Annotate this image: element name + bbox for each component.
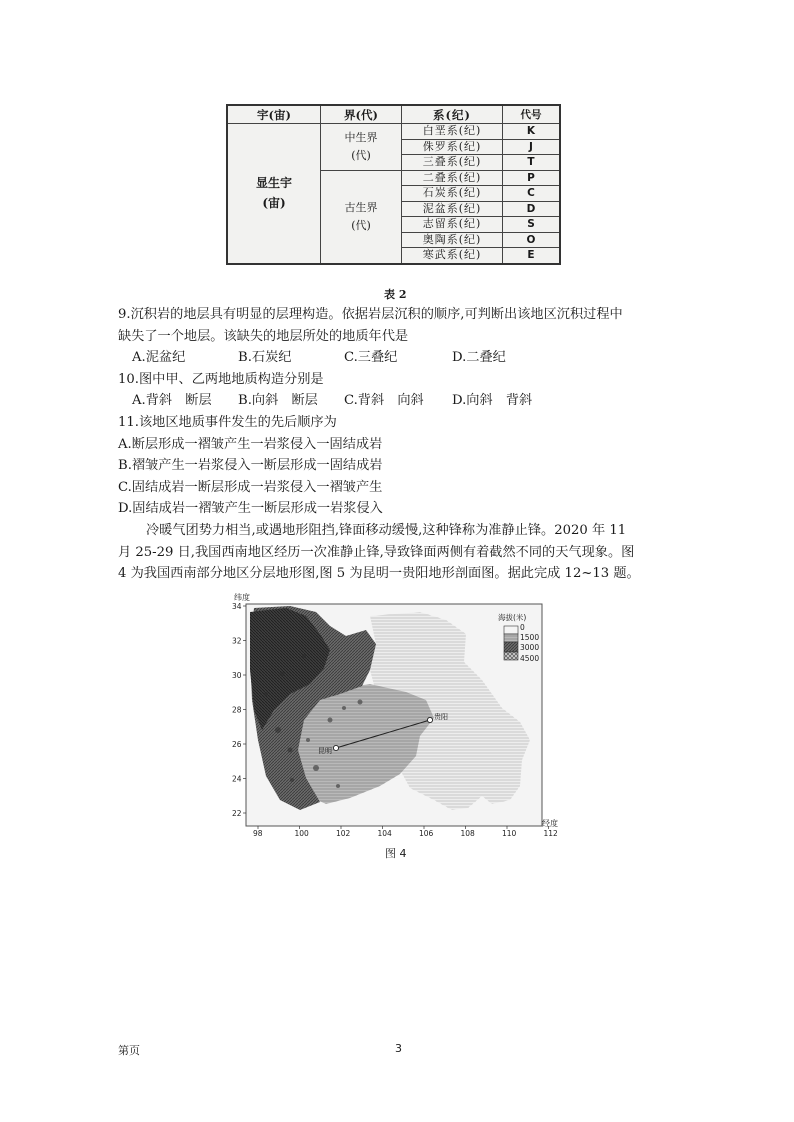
q9-stem-line1: 9.沉积岩的地层具有明显的层理构造。依据岩层沉积的顺序,可判断出该地区沉积过程中 [118,307,623,322]
code-cell: P [503,170,561,186]
legend-level-1: 1500 [520,633,540,642]
city-label-guiyang: 贵阳 [434,713,448,721]
city-label-kunming: 昆明 [318,747,332,755]
legend-level-0: 0 [520,623,525,632]
code-cell: J [503,139,561,155]
q9-option-a[interactable]: A.泥盆纪 [132,350,186,365]
header-era: 界(代) [321,105,402,124]
terrain-map [220,590,560,870]
q10-stem: 10.图中甲、乙两地地质构造分别是 [118,372,324,387]
x-tick-label: 102 [336,829,351,838]
q9-options [132,347,552,369]
legend-level-3: 4500 [520,654,540,663]
passage-line1: 冷暖气团势力相当,或遇地形阻挡,锋面移动缓慢,这种锋称为准静止锋。2020 年 11 [146,523,627,538]
x-tick-label: 100 [294,829,309,838]
legend-title: 海拔(米) [498,613,527,622]
header-code: 代号 [503,105,561,124]
y-axis-title: 纬度 [234,593,250,602]
system-cell: 二叠系(纪) [402,170,503,186]
legend-swatch-3 [504,652,518,660]
code-cell: T [503,155,561,171]
code-cell: D [503,201,561,217]
era-cell-mesozoic: 中生界 (代) [321,124,402,171]
q10-option-b[interactable]: B.向斜 断层 [238,393,318,408]
table-caption: 表 2 [384,288,407,301]
x-tick-label: 104 [377,829,392,838]
system-cell: 志留系(纪) [402,217,503,233]
x-ticks [253,826,558,838]
kunming-marker [333,745,338,750]
q9-option-c[interactable]: C.三叠纪 [344,350,398,365]
system-cell: 三叠系(纪) [402,155,503,171]
x-tick-label: 110 [502,829,517,838]
y-tick-label: 30 [232,671,242,680]
q10-option-a[interactable]: A.背斜 断层 [132,393,212,408]
legend-swatch-2 [504,642,518,652]
table-header-row [227,105,560,124]
page-number: 3 [395,1042,402,1055]
system-cell: 侏罗系(纪) [402,139,503,155]
eon-cell: 显生宇 (宙) [227,124,321,264]
passage-line2: 月 25-29 日,我国西南地区经历一次准静止锋,导致锋面两侧有着截然不同的天气现象。图 [118,545,635,560]
map-caption: 图 4 [385,847,407,860]
y-ticks [232,602,246,818]
x-tick-label: 106 [419,829,434,838]
header-system: 系(纪) [402,105,503,124]
x-tick-label: 112 [543,829,558,838]
table-row [227,124,560,140]
system-cell: 石炭系(纪) [402,186,503,202]
y-tick-label: 32 [232,636,242,646]
q11-option-b[interactable]: B.褶皱产生一岩浆侵入一断层形成一固结成岩 [118,458,383,473]
system-cell: 白垩系(纪) [402,124,503,140]
x-axis-title: 经度 [542,819,558,828]
q10-option-c[interactable]: C.背斜 向斜 [344,393,424,408]
y-tick-label: 26 [232,740,242,749]
system-cell: 寒武系(纪) [402,248,503,264]
era-cell-paleozoic: 古生界 (代) [321,170,402,264]
x-tick-label: 108 [460,829,475,838]
header-eon: 宇(宙) [227,105,321,124]
code-cell: E [503,248,561,264]
guiyang-marker [427,717,432,722]
system-cell: 奥陶系(纪) [402,232,503,248]
code-cell: S [503,217,561,233]
q10-option-d[interactable]: D.向斜 背斜 [452,393,533,408]
q10-options [132,390,552,412]
q11-option-a[interactable]: A.断层形成一褶皱产生一岩浆侵入一固结成岩 [118,437,383,452]
x-tick-label: 98 [253,829,263,838]
footer-left: 第页 [118,1044,140,1057]
code-cell: O [503,232,561,248]
legend-swatch-1 [504,634,518,642]
y-tick-label: 22 [232,809,242,818]
code-cell: K [503,124,561,140]
code-cell: C [503,186,561,202]
y-tick-label: 28 [232,705,242,715]
legend-level-2: 3000 [520,643,540,652]
geologic-time-table [226,104,561,265]
q9-stem-line2: 缺失了一个地层。该缺失的地层所处的地质年代是 [118,329,409,344]
q11-stem: 11.该地区地质事件发生的先后顺序为 [118,415,337,430]
passage-line3: 4 为我国西南部分地区分层地形图,图 5 为昆明一贵阳地形剖面图。据此完成 12~13 题。 [118,566,640,581]
system-cell: 泥盆系(纪) [402,201,503,217]
y-tick-label: 34 [232,602,242,611]
legend-swatch-0 [504,626,518,634]
q11-option-d[interactable]: D.固结成岩一褶皱产生一断层形成一岩浆侵入 [118,501,383,516]
y-tick-label: 24 [232,774,242,784]
q11-option-c[interactable]: C.固结成岩一断层形成一岩浆侵入一褶皱产生 [118,480,383,495]
q9-option-b[interactable]: B.石炭纪 [238,350,292,365]
q9-option-d[interactable]: D.二叠纪 [452,350,506,365]
